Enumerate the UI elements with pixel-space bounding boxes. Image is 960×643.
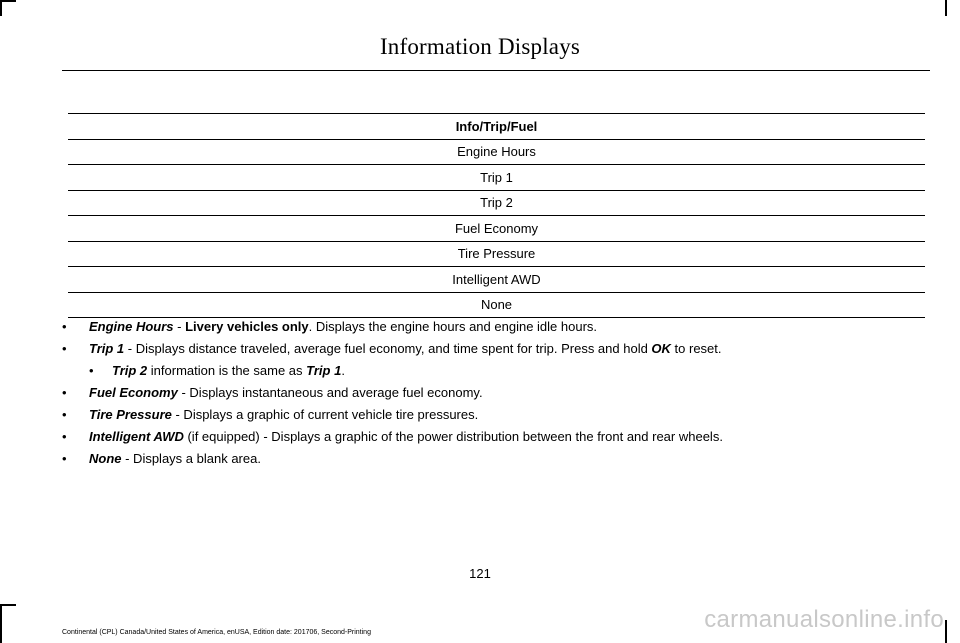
crop-mark-bottom-left-horizontal	[0, 604, 16, 606]
crop-mark-top-right-vertical	[945, 0, 947, 16]
description-text: - Displays a graphic of current vehicle tire pressures.	[171, 407, 479, 422]
header-rule	[62, 70, 930, 71]
list-item-intelligent-awd	[62, 427, 922, 449]
info-trip-fuel-table	[68, 113, 925, 318]
list-item-none	[62, 449, 922, 471]
crop-mark-top-left-horizontal	[0, 0, 16, 2]
table-cell: Trip 1	[68, 165, 925, 191]
term-none: None	[89, 451, 122, 466]
description-text: . Displays the engine hours and engine idle hours.	[308, 319, 598, 334]
table-row	[68, 165, 925, 191]
separator: -	[173, 319, 186, 334]
term-fuel-economy: Fuel Economy	[89, 385, 178, 400]
term-engine-hours: Engine Hours	[89, 319, 174, 334]
list-item-engine-hours	[62, 317, 922, 339]
table-cell: Tire Pressure	[68, 241, 925, 267]
table-cell: Intelligent AWD	[68, 267, 925, 293]
table-cell: None	[68, 292, 925, 318]
term-tire-pressure: Tire Pressure	[89, 407, 172, 422]
description-text: - Displays distance traveled, average fuel economy, and time spent for trip. Press and hold	[124, 341, 652, 356]
description-text: (if equipped) - Displays a graphic of the power distribution between the front and rear wheels.	[183, 429, 723, 444]
description-list	[62, 317, 922, 471]
list-item-trip-2	[62, 361, 922, 383]
page-title: Information Displays	[379, 34, 581, 59]
description-text: to reset.	[670, 341, 722, 356]
table-cell: Engine Hours	[68, 139, 925, 165]
description-text: information is the same as	[147, 363, 307, 378]
ok-key-label: OK	[651, 341, 671, 356]
description-text: - Displays a blank area.	[121, 451, 261, 466]
table-row	[68, 267, 925, 293]
table-row	[68, 241, 925, 267]
table-row	[68, 190, 925, 216]
page-number: 121	[469, 566, 491, 581]
term-trip-2: Trip 2	[112, 363, 148, 378]
reference-trip-1: Trip 1	[306, 363, 342, 378]
table-cell: Trip 2	[68, 190, 925, 216]
description-text: - Displays instantaneous and average fuel economy.	[177, 385, 483, 400]
term-intelligent-awd: Intelligent AWD	[89, 429, 184, 444]
list-item-tire-pressure	[62, 405, 922, 427]
edition-footer: Continental (CPL) Canada/United States of America, enUSA, Edition date: 201706, Second-Printing	[62, 629, 371, 636]
crop-mark-bottom-right-vertical	[945, 620, 947, 643]
emphasis-livery: Livery vehicles only	[185, 319, 309, 334]
table-row	[68, 139, 925, 165]
watermark: carmanualsonline.info	[704, 606, 944, 633]
table-header-cell: Info/Trip/Fuel	[68, 114, 925, 140]
list-item-trip-1	[62, 339, 922, 361]
crop-mark-bottom-left-vertical	[0, 604, 2, 643]
description-text: .	[341, 363, 345, 378]
table-row	[68, 216, 925, 242]
crop-mark-top-left-vertical	[0, 0, 2, 16]
table-cell: Fuel Economy	[68, 216, 925, 242]
list-item-fuel-economy	[62, 383, 922, 405]
term-trip-1: Trip 1	[89, 341, 125, 356]
table-row	[68, 292, 925, 318]
table-header-row	[68, 114, 925, 140]
